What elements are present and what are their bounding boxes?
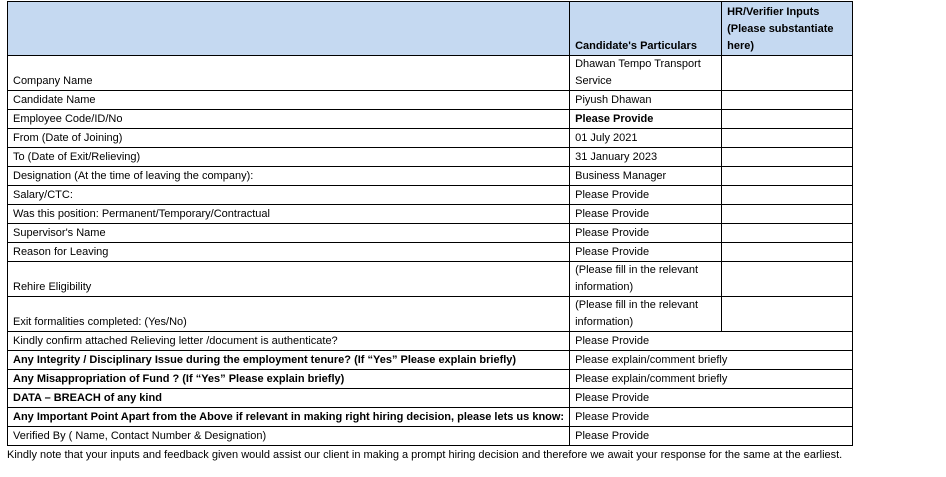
candidate-value: Please explain/comment briefly	[570, 351, 853, 370]
hr-verifier-input-cell[interactable]	[722, 224, 853, 243]
row-label: Any Integrity / Disciplinary Issue during the employment tenure? (If “Yes” Please explain briefly)	[8, 351, 570, 370]
table-row	[8, 351, 853, 370]
row-label: From (Date of Joining)	[8, 129, 570, 148]
candidate-value: Please Provide	[570, 427, 853, 446]
hr-verifier-input-cell[interactable]	[722, 148, 853, 167]
candidate-value: Please explain/comment briefly	[570, 370, 853, 389]
table-row	[8, 91, 853, 110]
table-row	[8, 205, 853, 224]
candidate-value: (Please fill in the relevant information)	[570, 262, 722, 297]
hr-verifier-input-cell[interactable]	[722, 243, 853, 262]
hr-verifier-input-cell[interactable]	[722, 186, 853, 205]
table-row	[8, 56, 853, 91]
candidate-value: 01 July 2021	[570, 129, 722, 148]
candidate-value: Dhawan Tempo Transport Service	[570, 56, 722, 91]
candidate-value: Please Provide	[570, 110, 722, 129]
hr-verifier-input-cell[interactable]	[722, 297, 853, 332]
row-label: DATA – BREACH of any kind	[8, 389, 570, 408]
row-label: Salary/CTC:	[8, 186, 570, 205]
candidate-value: Please Provide	[570, 243, 722, 262]
hr-verifier-input-cell[interactable]	[722, 110, 853, 129]
candidate-value: Please Provide	[570, 389, 853, 408]
candidate-value: Please Provide	[570, 408, 853, 427]
row-label: Reason for Leaving	[8, 243, 570, 262]
hr-verifier-input-cell[interactable]	[722, 167, 853, 186]
table-row	[8, 186, 853, 205]
candidate-value: Piyush Dhawan	[570, 91, 722, 110]
row-label: Verified By ( Name, Contact Number & Designation)	[8, 427, 570, 446]
row-label: To (Date of Exit/Relieving)	[8, 148, 570, 167]
table-row	[8, 408, 853, 427]
table-row	[8, 148, 853, 167]
candidate-value: Please Provide	[570, 224, 722, 243]
candidate-value: Please Provide	[570, 186, 722, 205]
row-label: Was this position: Permanent/Temporary/Contractual	[8, 205, 570, 224]
row-label: Rehire Eligibility	[8, 262, 570, 297]
hr-verifier-title: HR/Verifier Inputs	[727, 6, 820, 18]
hr-verifier-input-cell[interactable]	[722, 262, 853, 297]
row-label: Any Important Point Apart from the Above if relevant in making right hiring decision, please lets us know:	[8, 408, 570, 427]
hr-verifier-input-cell[interactable]	[722, 205, 853, 224]
row-label: Employee Code/ID/No	[8, 110, 570, 129]
candidate-value: 31 January 2023	[570, 148, 722, 167]
row-label: Designation (At the time of leaving the company):	[8, 167, 570, 186]
row-label: Company Name	[8, 56, 570, 91]
hr-verifier-subtitle: (Please substantiate here)	[727, 23, 834, 52]
candidate-value: Business Manager	[570, 167, 722, 186]
hr-verifier-inputs-header	[722, 2, 853, 56]
table-row	[8, 332, 853, 351]
hr-verifier-input-cell[interactable]	[722, 56, 853, 91]
table-row	[8, 129, 853, 148]
hr-verifier-input-cell[interactable]	[722, 91, 853, 110]
table-row	[8, 224, 853, 243]
table-row	[8, 389, 853, 408]
footer-note: Kindly note that your inputs and feedback given would assist our client in making a prompt hiring decision and therefore we await your response for the same at the earliest.	[7, 449, 843, 461]
header-blank-cell	[8, 2, 570, 56]
table-row	[8, 297, 853, 332]
candidate-value: Please Provide	[570, 205, 722, 224]
table-row	[8, 243, 853, 262]
header-row	[8, 2, 853, 56]
candidate-particulars-header: Candidate's Particulars	[570, 2, 722, 56]
hr-verifier-input-cell[interactable]	[722, 129, 853, 148]
table-row	[8, 427, 853, 446]
row-label: Supervisor's Name	[8, 224, 570, 243]
table-row	[8, 370, 853, 389]
verification-table	[7, 1, 853, 446]
table-row	[8, 167, 853, 186]
table-row	[8, 262, 853, 297]
row-label: Candidate Name	[8, 91, 570, 110]
row-label: Kindly confirm attached Relieving letter /document is authenticate?	[8, 332, 570, 351]
row-label: Any Misappropriation of Fund ? (If “Yes” Please explain briefly)	[8, 370, 570, 389]
row-label: Exit formalities completed: (Yes/No)	[8, 297, 570, 332]
table-row	[8, 110, 853, 129]
candidate-value: Please Provide	[570, 332, 853, 351]
candidate-value: (Please fill in the relevant information)	[570, 297, 722, 332]
